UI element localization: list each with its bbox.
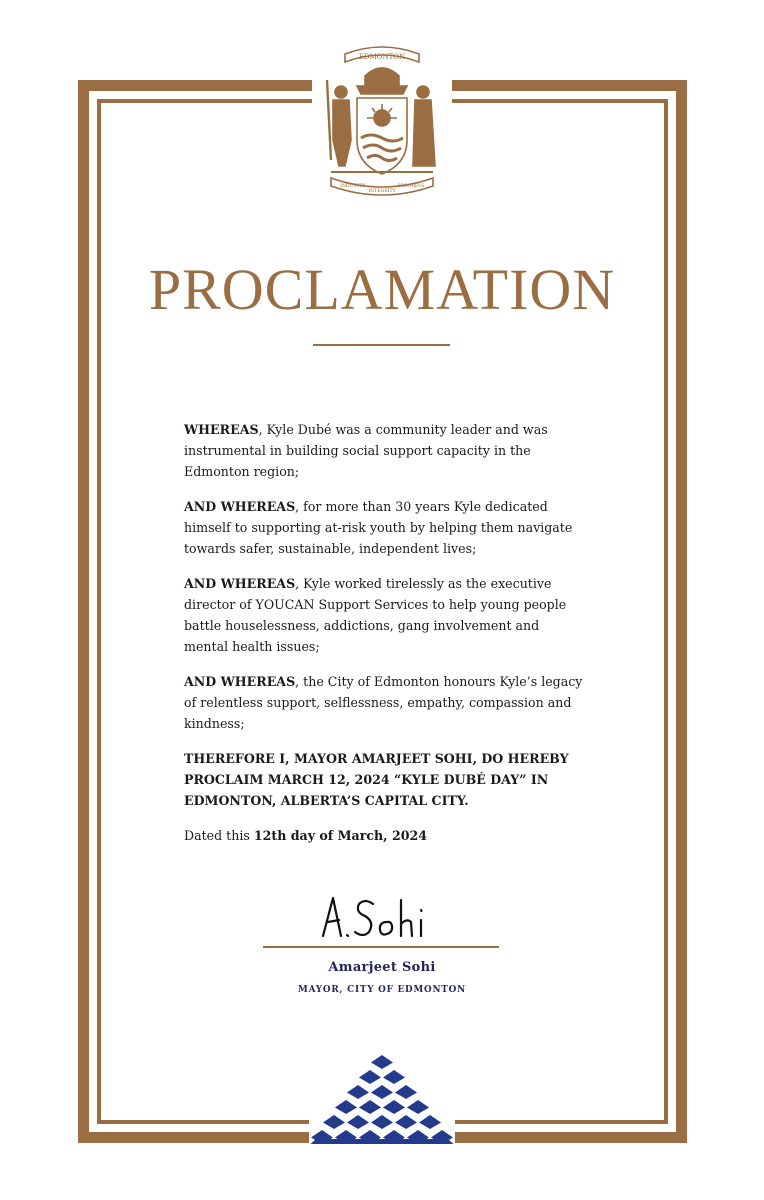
- logo-tile: [371, 1115, 393, 1129]
- logo-tile: [395, 1115, 417, 1129]
- logo-tile: [347, 1085, 369, 1099]
- logo-tile: [371, 1085, 393, 1099]
- logo-tile: [407, 1100, 429, 1114]
- dated-line: [184, 825, 584, 846]
- crest-motto-progress: PROGRESS: [397, 184, 425, 189]
- proclamation-body: [184, 419, 584, 860]
- logo-tile: [359, 1070, 381, 1084]
- dated-prefix: Dated this: [184, 828, 254, 843]
- clause-lead: WHEREAS: [184, 422, 259, 437]
- logo-base: [310, 1139, 454, 1144]
- signature-block: [0, 892, 764, 942]
- clause-lead: AND WHEREAS: [184, 499, 296, 514]
- logo-tile: [359, 1100, 381, 1114]
- handwritten-signature: [317, 892, 447, 942]
- city-logo: [309, 1052, 455, 1144]
- coat-of-arms-emblem: [317, 40, 447, 200]
- clause-2: [184, 496, 584, 559]
- crest-banner-text: EDMONTON: [358, 53, 406, 61]
- logo-tile: [419, 1115, 441, 1129]
- clause-1: [184, 419, 584, 482]
- signer-name: Amarjeet Sohi: [328, 960, 436, 975]
- logo-tile: [383, 1070, 405, 1084]
- pyramid-logo-icon: [309, 1052, 455, 1144]
- clause-lead: AND WHEREAS: [184, 576, 296, 591]
- logo-tile: [383, 1100, 405, 1114]
- clause-text: , Kyle worked tirelessly as the executive director of YOUCAN Support Services to help young people battle houselessness, addictions, gang involvement and mental health issues;: [184, 576, 567, 654]
- clause-4: [184, 671, 584, 734]
- crest-motto-industry: INDUSTRY: [340, 184, 366, 189]
- logo-tile: [371, 1055, 393, 1069]
- clause-3: [184, 573, 584, 657]
- proclamation-statement: THEREFORE I, MAYOR AMARJEET SOHI, DO HEREBY PROCLAIM MARCH 12, 2024 “KYLE DUBÉ DAY” IN EDMONTON, ALBERTA’S CAPITAL CITY.: [184, 751, 569, 808]
- logo-tile: [347, 1115, 369, 1129]
- clause-lead: AND WHEREAS: [184, 674, 296, 689]
- clause-text: , the City of Edmonton honours Kyle’s legacy of relentless support, selflessness, empathy, compassion and kindness;: [184, 674, 583, 731]
- crest-motto-integrity: INTEGRITY: [368, 189, 396, 194]
- clause-text: , Kyle Dubé was a community leader and was instrumental in building social support capacity in the Edmonton region;: [184, 422, 548, 479]
- title-divider: [313, 344, 450, 346]
- dated-date: 12th day of March, 2024: [253, 828, 427, 843]
- logo-tile: [335, 1100, 357, 1114]
- signer-title: MAYOR, CITY OF EDMONTON: [298, 985, 466, 995]
- logo-tile: [323, 1115, 345, 1129]
- logo-tile: [395, 1085, 417, 1099]
- signature-line: [263, 946, 499, 948]
- clause-text: , for more than 30 years Kyle dedicated himself to supporting at-risk youth by helping them navigate towards safer, sustainable, independent lives;: [184, 499, 573, 556]
- coat-of-arms: [312, 40, 452, 200]
- page-title: PROCLAMATION: [148, 257, 616, 322]
